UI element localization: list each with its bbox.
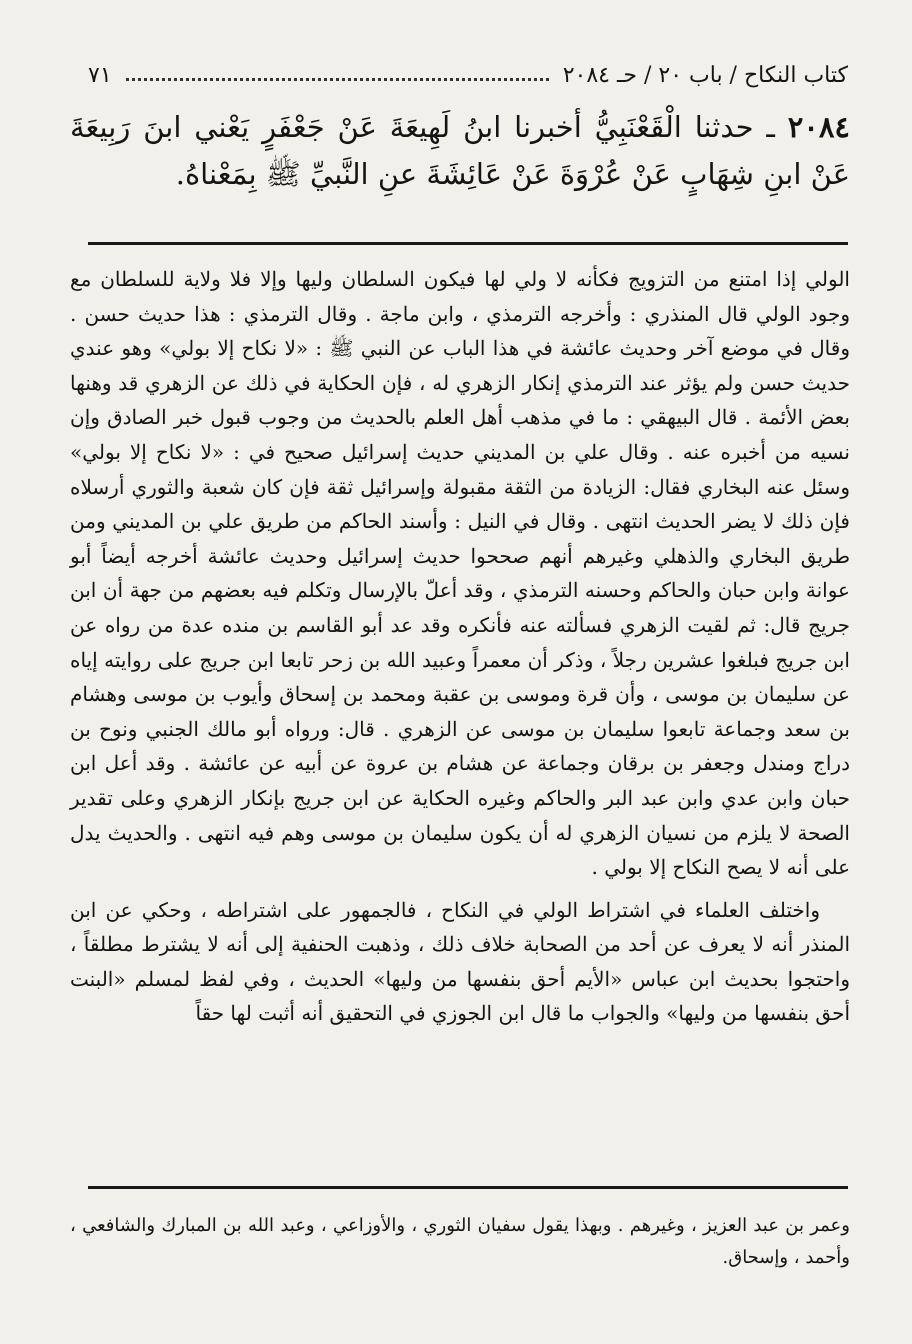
commentary-paragraph-1: الولي إذا امتنع من التزويج فكأنه لا ولي لها فيكون السلطان وليها وإلا فلا ولاية للسلطان مع وجود الولي قال المنذري : وأخرجه الترمذي ، وابن ماجة . وقال الترمذي : هذا حديث حسن . وقال في موضع آخر وحديث عائشة في هذا الباب عن النبي ﷺ : «لا نكاح إلا بولي» وهو عندي حديث حسن ولم يؤثر عند الترمذي إنكار الزهري له ، فإن الحكاية في ذلك عن الزهري قد وهنها بعض الأئمة . قال البيهقي : ما في مذهب أهل العلم بالحديث من وجوب قبول خبر الصادق وإن نسيه من أخبره عنه . وقال علي بن المديني حديث إسرائيل صحيح في : «لا نكاح إلا بولي» وسئل عنه البخاري فقال: الزيادة من الثقة مقبولة وإسرائيل ثقة فإن كان شعبة والثوري أرسلاه فإن ذلك لا يضر الحديث انتهى . وقال في النيل : وأسند الحاكم من طريق علي بن المديني ومن طريق البخاري والذهلي وغيرهم أنهم صححوا حديث إسرائيل وحديث عائشة أخرجه أيضاً أبو عوانة وابن حبان والحاكم وحسنه الترمذي ، وقد أعلّ بالإرسال وتكلم فيه بعضهم من جهة أن ابن جريج قال: ثم لقيت الزهري فسألته عنه فأنكره وقد عد أبو القاسم بن منده عدة من رواه عن ابن جريج فبلغوا عشرين رجلاً ، وذكر أن معمراً وعبيد الله بن زحر تابعا ابن جريج على روايته إياه عن سليمان بن موسى ، وأن قرة وموسى بن عقبة ومحمد بن إسحاق وأيوب بن موسى وهشام بن سعد وجماعة تابعوا سليمان بن موسى عن الزهري . قال: ورواه أبو مالك الجنبي ونوح بن دراج ومندل وجعفر بن برقان وجماعة عن هشام بن عروة عن أبيه عن عائشة . وقد أعل ابن حبان وابن عدي وابن عبد البر والحاكم وغيره الحكاية عن ابن جريج بإنكار الزهري وعلى تقدير الصحة لا يلزم من نسيان الزهري له أن يكون سليمان بن موسى وهم فيه انتهى . والحديث يدل على أنه لا يصح النكاح إلا بولي . bbox=[70, 267, 850, 880]
header-dot-leader bbox=[126, 78, 549, 81]
hadith-number: ٢٠٨٤ bbox=[787, 110, 851, 144]
footnote-text: وعمر بن عبد العزيز ، وغيرهم . وبهذا يقول سفيان الثوري ، والأوزاعي ، وعبد الله بن المبارك والشافعي ، وأحمد ، وإسحاق. bbox=[70, 1215, 850, 1268]
commentary-block bbox=[70, 262, 850, 1031]
footnote-divider bbox=[88, 1186, 848, 1189]
page-number: ٧١ bbox=[88, 62, 112, 88]
header-title: كتاب النكاح / باب ٢٠ / حـ ٢٠٨٤ bbox=[562, 62, 848, 88]
commentary-paragraph-2: واختلف العلماء في اشتراط الولي في النكاح ، فالجمهور على اشتراطه ، وحكي عن ابن المنذر أنه لا يعرف عن أحد من الصحابة خلاف ذلك ، وذهبت الحنفية إلى أنه لا يشترط مطلقاً ، واحتجوا بحديث ابن عباس «الأيم أحق بنفسها من وليها» الحديث ، وفي لفظ لمسلم «البنت أحق بنفسها من وليها» والجواب ما قال ابن الجوزي في التحقيق أنه أثبت لها حقاً bbox=[70, 897, 850, 1026]
footnote-block bbox=[70, 1210, 850, 1274]
hadith-paragraph bbox=[70, 104, 850, 198]
hadith-text: ـ حدثنا الْقَعْنَبِيُّ أخبرنا ابنُ لَهِيعَةَ عَنْ جَعْفَرٍ يَعْني ابنَ رَبِيعَةَ عَنْ ابنِ شِهَابٍ عَنْ عُرْوَةَ عَنْ عَائِشَةَ عنِ النَّبيِّ ﷺ بِمَعْناهُ. bbox=[70, 110, 850, 191]
running-header bbox=[88, 58, 848, 92]
hadith-block bbox=[70, 104, 850, 198]
top-divider bbox=[88, 242, 848, 245]
